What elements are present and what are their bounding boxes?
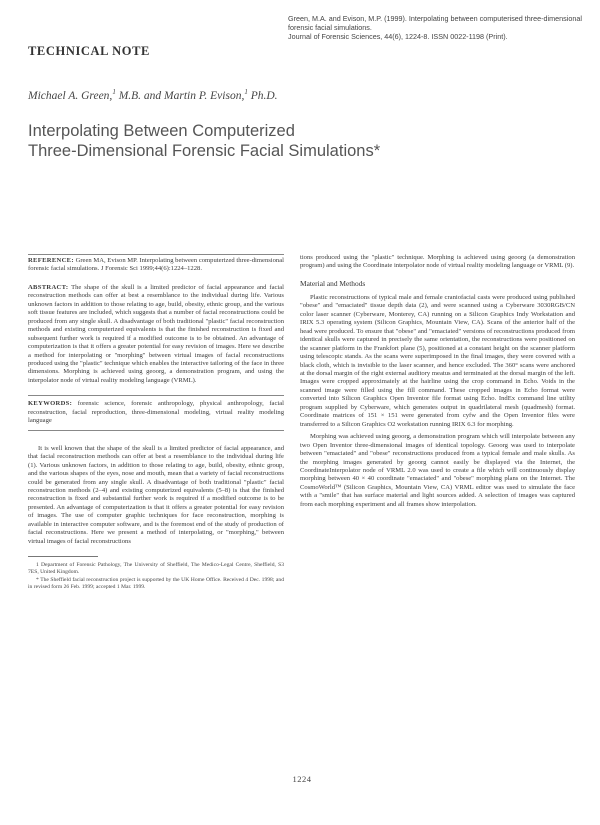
abstract-text: The shape of the skull is a limited predictor of facial appearance and facial reconstruction methods can offer at best a resemblance to the individual during life. Various unknown factors in addition to those relating to age, build, obesity, ethnic group, and the various soft tissue features are included, which suggests that a number of facial reconstructions could be produced from any single skull. A disadvantage of both traditional "plastic" facial reconstruction methods and existing computerized equivalents is that the finished reconstruction is fixed and subsequent further work is required if a modified outcome is to be obtained. An advantage of computerization is that it offers a greater potential for easy revision of images. Here we describe a method for interpolating or "morphing" between virtual images of facial reconstructions produced using the "plastic" technique which enables the interactive tailoring of the face in three dimensions. Morphing is achieved using geoorg, a demonstration program, and using the interpolator node of virtual reality modeling language (VRML). [28, 283, 285, 384]
footnote-affiliation: 1 Department of Forensic Pathology, The University of Sheffield, The Medico-Legal Centre, Sheffield, S3 7ES, United Kingdom. [28, 562, 284, 576]
footnote-funding: * The Sheffield facial reconstruction project is supported by the UK Home Office. Received 4 Dec. 1998; and in revised form 26 Feb. 1999; accepted 1 Mar. 1999. [28, 577, 284, 591]
page-number: 1224 [292, 774, 312, 784]
author-2-affiliation-mark: 1 [244, 88, 248, 96]
footnote-divider [28, 556, 98, 557]
intro-paragraph: It is well known that the shape of the skull is a limited predictor of facial appearance, and that facial reconstruction methods can offer at best a resemblance to the individual during life (1). Various unknown factors, in addition to those relating to age, build, obesity, ethnic group, and the various shapes of the eyes, nose and mouth, mean that a variety of facial reconstructions could be generated from any single skull. A disadvantage of both traditional "plastic" facial reconstruction methods (2–4) and existing computerized equivalents (5–8) is that the finished reconstruction is fixed and substantial further work is required if a modified outcome is to be presented. An advantage of computerization is that it offers a greater potential for easy revision of images. The use of computer graphic techniques for face reconstruction, morphing is available in interactive computer software, and is the foremost end of the study of production of facial reconstructions. Here we present a method of interpolating, or "morphing," between virtual images of facial reconstructions [28, 444, 284, 545]
methods-paragraph-2: Morphing was achieved using geoorg, a demonstration program which will interpolate between any two Open Inventor three-dimensional images of identical topology. Geoorg was used to interpolate between "emaciated" and "obese" reconstructions produced from a typical female and male skulls. As the morphing images generated by geoorg cannot easily be displayed via the Internet, the CoordinateInterpolator node of VRML 2.0 was used to create a file which will continuously display morphing between 40 × 40 coordinate "emaciated" and "obese" morphing plans on the Internet. The CosmoWorld™ (Silicon Graphics, Mountain View, CA) VRML editor was used to simulate the face with a "smile" that has surface material and light sources added. A selection of images was captured from each morphing experiment and all frames show interpolation. [300, 433, 575, 508]
citation-line-2: Journal of Forensic Sciences, 44(6), 1224-8. ISSN 0022-1198 (Print). [288, 32, 508, 41]
reference-text: Green MA, Evison MP. Interpolating between computerized three-dimensional forensic facial simulations. J Forensic Sci 1999;44(6):1224–1228. [28, 257, 284, 273]
continuation-paragraph: tions produced using the "plastic" technique. Morphing is achieved using geoorg (a demonstration program) and using the Coordinate interpolator node of virtual reality modeling language or VRML (9). [300, 254, 575, 270]
methods-heading: Material and Methods [300, 278, 366, 288]
author-1-name: Michael A. Green, [28, 89, 113, 102]
section-label: TECHNICAL NOTE [28, 44, 150, 58]
abstract-paragraph [28, 284, 284, 385]
author-line [28, 88, 448, 102]
reference-block [28, 254, 284, 274]
citation-header [288, 14, 588, 41]
keywords-paragraph [28, 400, 284, 425]
reference-label: REFERENCE: [28, 257, 74, 264]
title-line-1: Interpolating Between Computerized [28, 122, 295, 140]
article-title [28, 121, 488, 161]
abstract-label: ABSTRACT: [28, 283, 69, 291]
methods-paragraph-1: Plastic reconstructions of typical male and female craniofacial casts were produced using published "obese" and "emaciated" tissue depth data (2), and were scanned using a Cyberware 3030RGB/CN color laser scanner (Cyberware, Monterey, CA) running on a Silicon Graphics Indy Workstation and IRIX 5.3 operating system (Silicon Graphics, Mountain View, CA). Scans of the anterior half of the head were produced. To ensure that "obese" and "emaciated" versions of reconstructions produced from identical skulls were captured in precisely the same orientation, the reconstructions were positioned on the scanner platform in the Frankfort plane (5), positioned at a constant height on the scanner platform using telescopic stands. As the scans were superimposed in the final images, they were covered with a black cloth, which is invisible to the laser scanner, and hence excluded. The 360° scans were anchored at the dorsal margin of the right external auditory meatus and terminated at the dorsal margin of the left. Images were cropped approximately at the hairline using the crop command in Echo. Voids in the scanned image were filled using the fill command. These cropped images in Echo format were converted into Silicon Graphics Open Inventor file format using Echo. IndEx command line utility program supplied by Cyberware, which generates output in quadrilateral mesh (quadmesh) format. Coordinate matrices of 151 × 151 were generated from cyfw and the Open Inventor files were transferred to a Silicon Graphics O2 workstation running IRIX 6.3 for morphing. [300, 293, 575, 428]
title-line-2: Three-Dimensional Forensic Facial Simulations* [28, 142, 381, 160]
right-column [300, 254, 575, 509]
author-2-degree: Ph.D. [247, 89, 278, 102]
left-column [28, 254, 284, 592]
keywords-label: KEYWORDS: [28, 400, 73, 408]
author-1-affiliation-mark: 1 [112, 88, 116, 96]
reference-paragraph [28, 257, 284, 274]
keywords-block [28, 395, 284, 430]
citation-line-1: Green, M.A. and Evison, M.P. (1999). Interpolating between computerised three-dimensional forensic facial simulations. [288, 14, 582, 32]
keywords-text: forensic science, forensic anthropology, physical anthropology, facial reconstruction, facial reproduction, three-dimensional modeling, virtual reality modeling language [28, 400, 284, 425]
author-1-degree-and-author-2: M.B. and Martin P. Evison, [115, 89, 245, 102]
